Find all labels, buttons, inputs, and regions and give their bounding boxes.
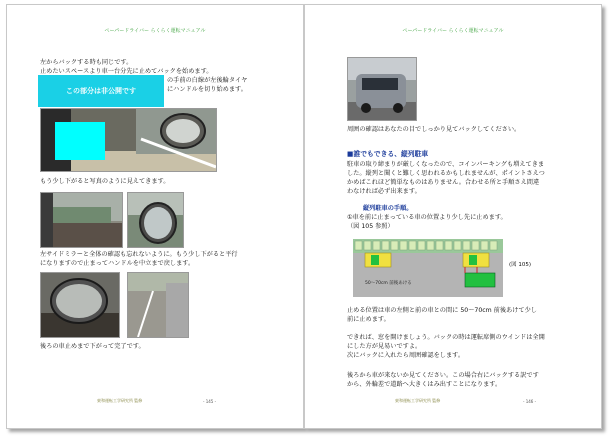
masked-area [55, 122, 105, 160]
step-1: ①車を前に止まっている車の位置より少し先に止めます。 [347, 214, 507, 221]
parking-diagram-svg [353, 239, 503, 297]
caption-2-line-2: になりますので止まってハンドルを中立まで戻します。 [40, 260, 195, 267]
para-2-line: 前に止めます。 [347, 316, 390, 323]
para-3-line: にした方が見易いですよ。 [347, 343, 422, 350]
section-title: ■誰でもできる、縦列駐車 [347, 150, 429, 158]
step-1-ref: （図 105 参照） [347, 223, 394, 230]
para-3-line: できれば、窓を開けましょう。バックの時は運転席側のウインドは全開 [347, 334, 545, 341]
section-body-line: 駐車の取り締まりが厳しくなったので、コインパーキングも増えてきま [347, 161, 545, 168]
para-2-line: 止める位置は車の左側と前の車との間に 50～70cm 前後あけて少し [347, 307, 537, 314]
page-number: - 146 - [523, 399, 537, 404]
parked-car-image [348, 58, 416, 120]
page-number: - 145 - [203, 399, 217, 404]
paragraph-line: の手前の白線が左後輪タイヤ [167, 77, 248, 84]
right-page [304, 4, 602, 429]
mirror-closeup-photo [40, 272, 120, 338]
side-mirror-photo-1 [40, 192, 123, 248]
parking-lot-image [128, 273, 188, 337]
nonpublic-notice: この部分は非公開です [38, 75, 164, 107]
page-header: ペーパードライバー らくらく運転マニュアル [402, 28, 504, 34]
footer-org: 東和運転工学研究所 監修 [395, 398, 441, 403]
side-mirror-photo-2 [127, 192, 184, 248]
caption-1: もう少し下がると写真のように見えてきます。 [40, 178, 170, 185]
side-mirror-image-1 [41, 193, 122, 247]
section-body-line: かめばこれほど簡単なものはありません。合わせる所と手順さえ間違 [347, 179, 540, 186]
parallel-parking-diagram [353, 239, 503, 297]
caption-2-line-1: 左サイドミラーと全体の確認も忘れないように。もう少し下がると平行 [40, 251, 238, 258]
paragraph-line: にハンドルを切り始めます。 [167, 86, 247, 93]
para-4-line: から、外輪差で道路へ大きくはみ出すことになります。 [347, 381, 502, 388]
caption-3: 後ろの車止めまで下がって完了です。 [40, 343, 145, 350]
parking-lot-photo [127, 272, 189, 338]
left-page [6, 4, 304, 429]
paragraph-line: 左からバックする時も同じです。 [40, 59, 133, 66]
page-header: ペーパードライバー らくらく運転マニュアル [104, 28, 206, 34]
side-mirror-image-2 [128, 193, 183, 247]
check-surroundings-line: 周囲の確認はあなたの目でしっかり見てバックしてください。 [347, 126, 521, 133]
paragraph-line: 止めたいスペースより車一台分先に止めてバックを始めます。 [40, 68, 213, 75]
diagram-figure-label: (図 105) [509, 262, 532, 268]
section-body-line: した。縦列と聞くと難しく思われるかもしれませんが、ポイントさえつ [347, 170, 545, 177]
steps-title: 縦列駐車の手順。 [363, 205, 413, 212]
para-4-line: 後ろから車が来ないか見てください。この場合右にバックする訳です [347, 372, 539, 379]
mirror-closeup-image [41, 273, 119, 337]
section-body-line: わなければ必ず出来ます。 [347, 188, 421, 195]
diagram-distance-label: 50～70cm 前後あける [365, 281, 412, 286]
parked-car-photo [347, 57, 417, 121]
footer-org: 東和運転工学研究所 監修 [97, 398, 143, 403]
para-3-line: 次にバックに入れたら周囲確認をします。 [347, 352, 465, 359]
